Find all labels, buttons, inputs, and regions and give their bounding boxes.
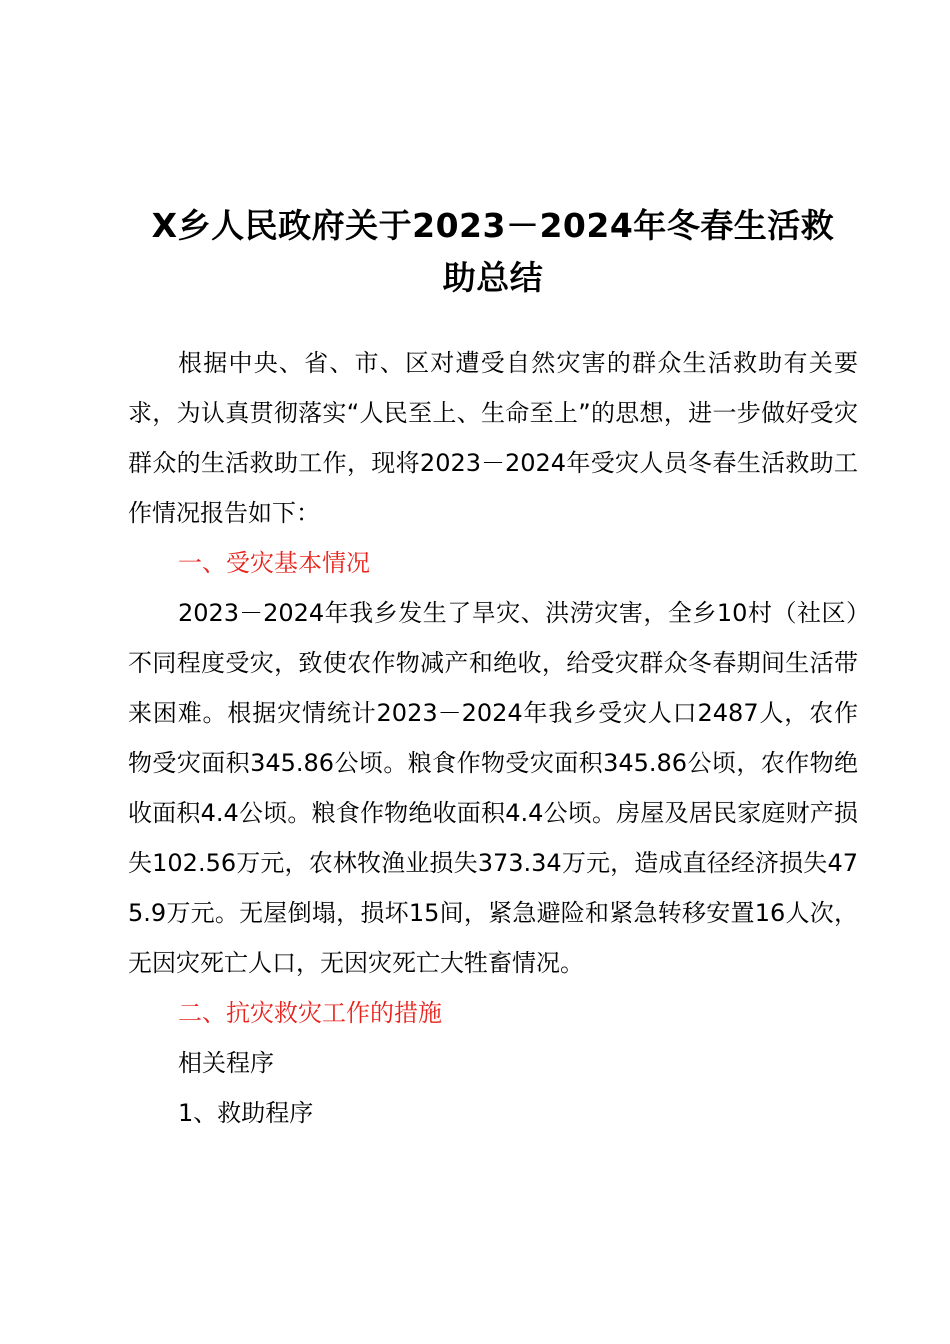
- document-title-line-1: X乡人民政府关于2023－2024年冬春生活救: [151, 206, 835, 245]
- section-heading-disaster-overview: 一、受灾基本情况: [178, 549, 370, 577]
- list-item-relief-procedure: 1、救助程序: [178, 1099, 314, 1127]
- disaster-overview-paragraph: 2023－2024年我乡发生了旱灾、洪涝灾害，全乡10村（社区）不同程度受灾，致使农作物减产和绝收，给受灾群众冬春期间生活带来困难。根据灾情统计2023－2024年我乡受灾人口2487人，农作物受灾面积345.86公顷。粮食作物受灾面积345.86公顷，农作物绝收面积4.4公顷。粮食作物绝收面积4.4公顷。房屋及居民家庭财产损失102.56万元，农林牧渔业损失373.34万元，造成直径经济损失475.9万元。无屋倒塌，损坏15间，紧急避险和紧急转移安置16人次，无因灾死亡人口，无因灾死亡大牲畜情况。: [128, 599, 858, 977]
- sub-heading-procedures: 相关程序: [178, 1049, 274, 1077]
- section-heading-relief-measures: 二、抗灾救灾工作的措施: [178, 999, 442, 1027]
- document-title: [128, 200, 858, 304]
- document-title-line-2: 助总结: [442, 258, 544, 297]
- intro-paragraph: 根据中央、省、市、区对遭受自然灾害的群众生活救助有关要求，为认真贯彻落实“人民至上、生命至上”的思想，进一步做好受灾群众的生活救助工作，现将2023－2024年受灾人员冬春生活救助工作情况报告如下：: [128, 349, 858, 527]
- document-page: [128, 200, 858, 1138]
- document-body: [128, 338, 858, 1138]
